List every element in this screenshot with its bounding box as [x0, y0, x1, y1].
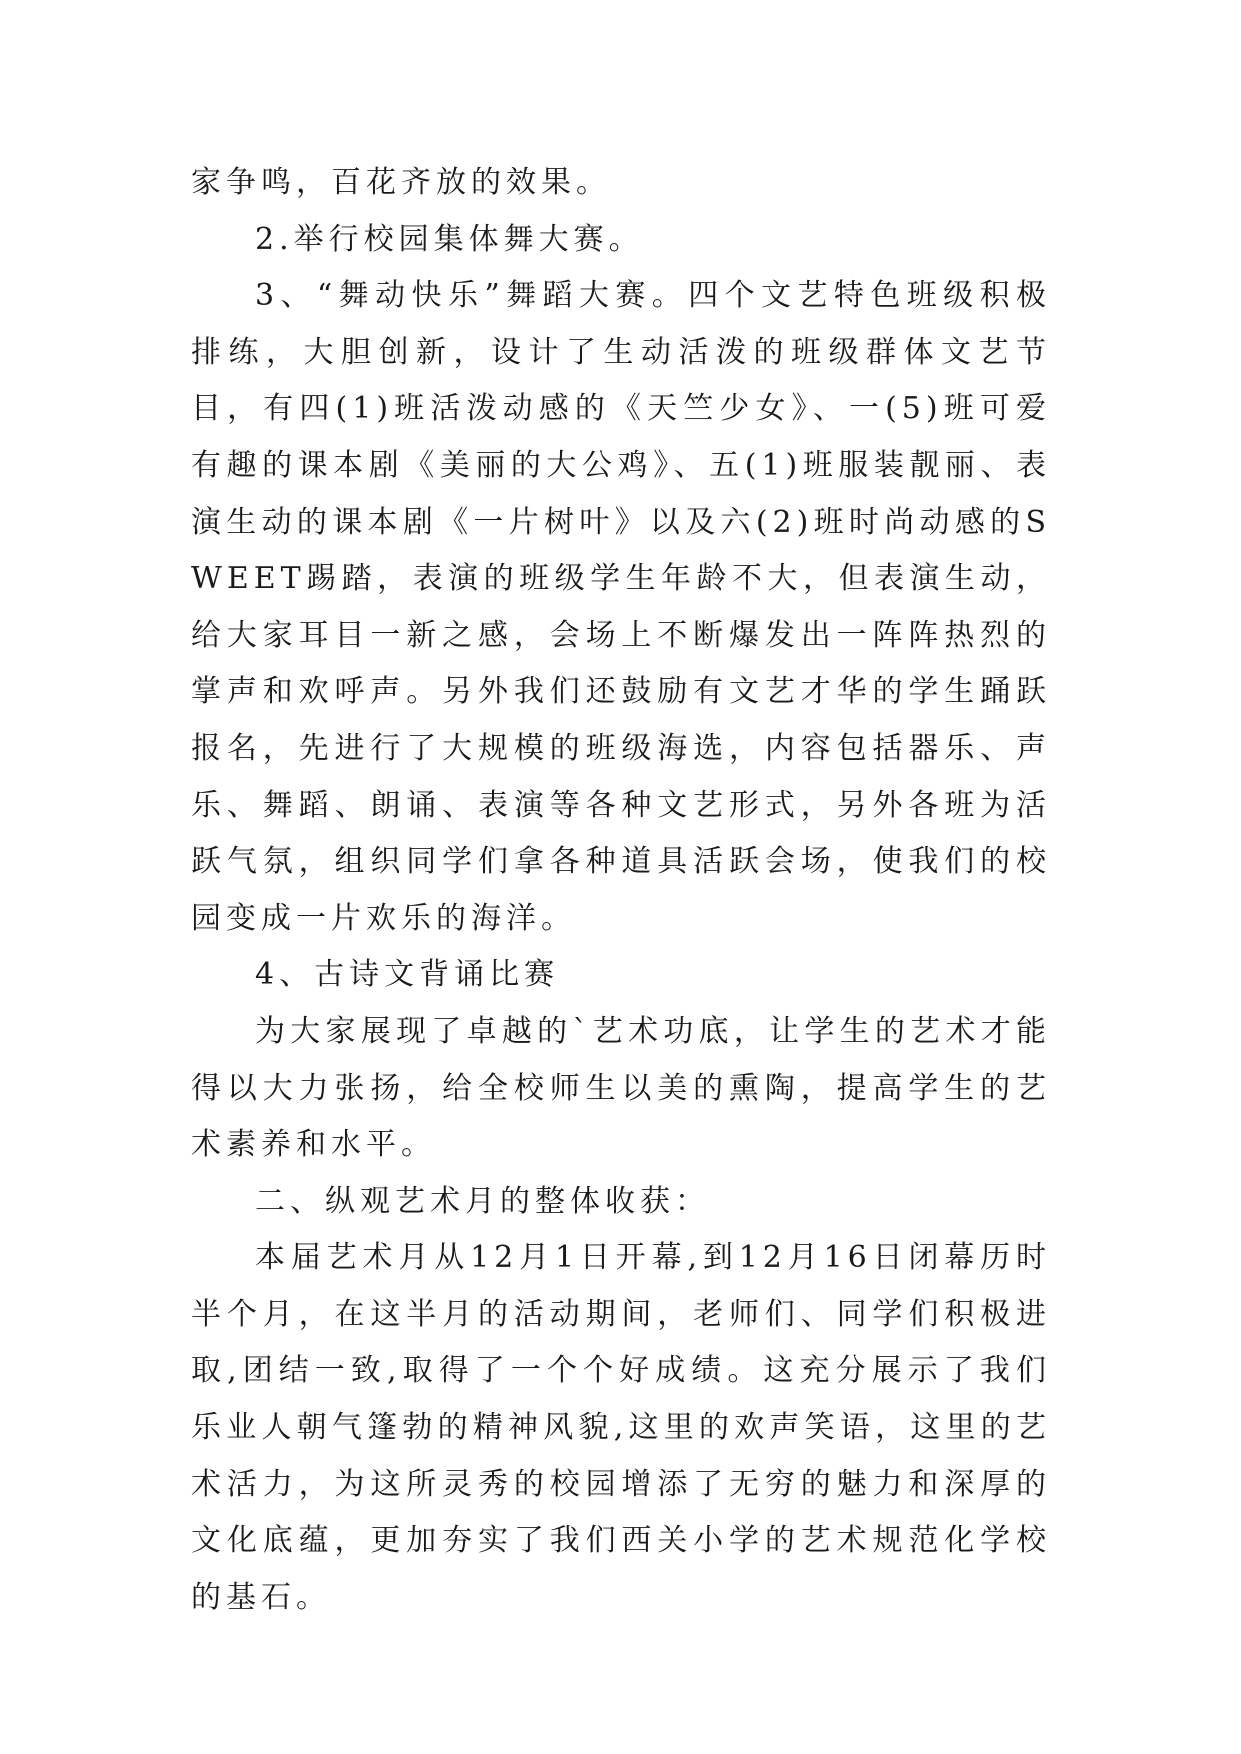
paragraph-item-4: 4、古诗文背诵比赛	[255, 957, 560, 993]
paragraph-harvest-body: 本届艺术月从12月1日开幕,到12月16日闭幕历时半个月，在这半月的活动期间，老师们、同学们积极进取,团结一致,取得了一个个好成绩。这充分展示了我们乐业人朝气篷勃的精神风貌,这里的欢声笑语，这里的艺术活力，为这所灵秀的校园增添了无穷的魅力和深厚的文化底蕴，更加夯实了我们西关小学的艺术规范化学校的基石。	[191, 1240, 1051, 1615]
document-body	[191, 155, 1051, 1626]
section-heading-harvest: 二、纵观艺术月的整体收获：	[255, 1183, 710, 1219]
paragraph-item-3: 3、“舞动快乐”舞蹈大赛。四个文艺特色班级积极排练，大胆创新，设计了生动活泼的班级群体文艺节目，有四(1)班活泼动感的《天竺少女》、一(5)班可爱有趣的课本剧《美丽的大公鸡》、五(1)班服装靓丽、表演生动的课本剧《一片树叶》以及六(2)班时尚动感的SWEET踢踏，表演的班级学生年龄不大，但表演生动，给大家耳目一新之感，会场上不断爆发出一阵阵热烈的掌声和欢呼声。另外我们还鼓励有文艺才华的学生踊跃报名，先进行了大规模的班级海选，内容包括器乐、声乐、舞蹈、朗诵、表演等各种文艺形式，另外各班为活跃气氛，组织同学们拿各种道具活跃会场，使我们的校园变成一片欢乐的海洋。	[191, 278, 1051, 936]
paragraph-item-4-body: 为大家展现了卓越的`艺术功底，让学生的艺术才能得以大力张扬，给全校师生以美的熏陶，提高学生的艺术素养和水平。	[191, 1013, 1051, 1163]
paragraph-continuation: 家争鸣，百花齐放的效果。	[191, 165, 611, 200]
paragraph-item-2: 2.举行校园集体舞大赛。	[255, 221, 644, 257]
